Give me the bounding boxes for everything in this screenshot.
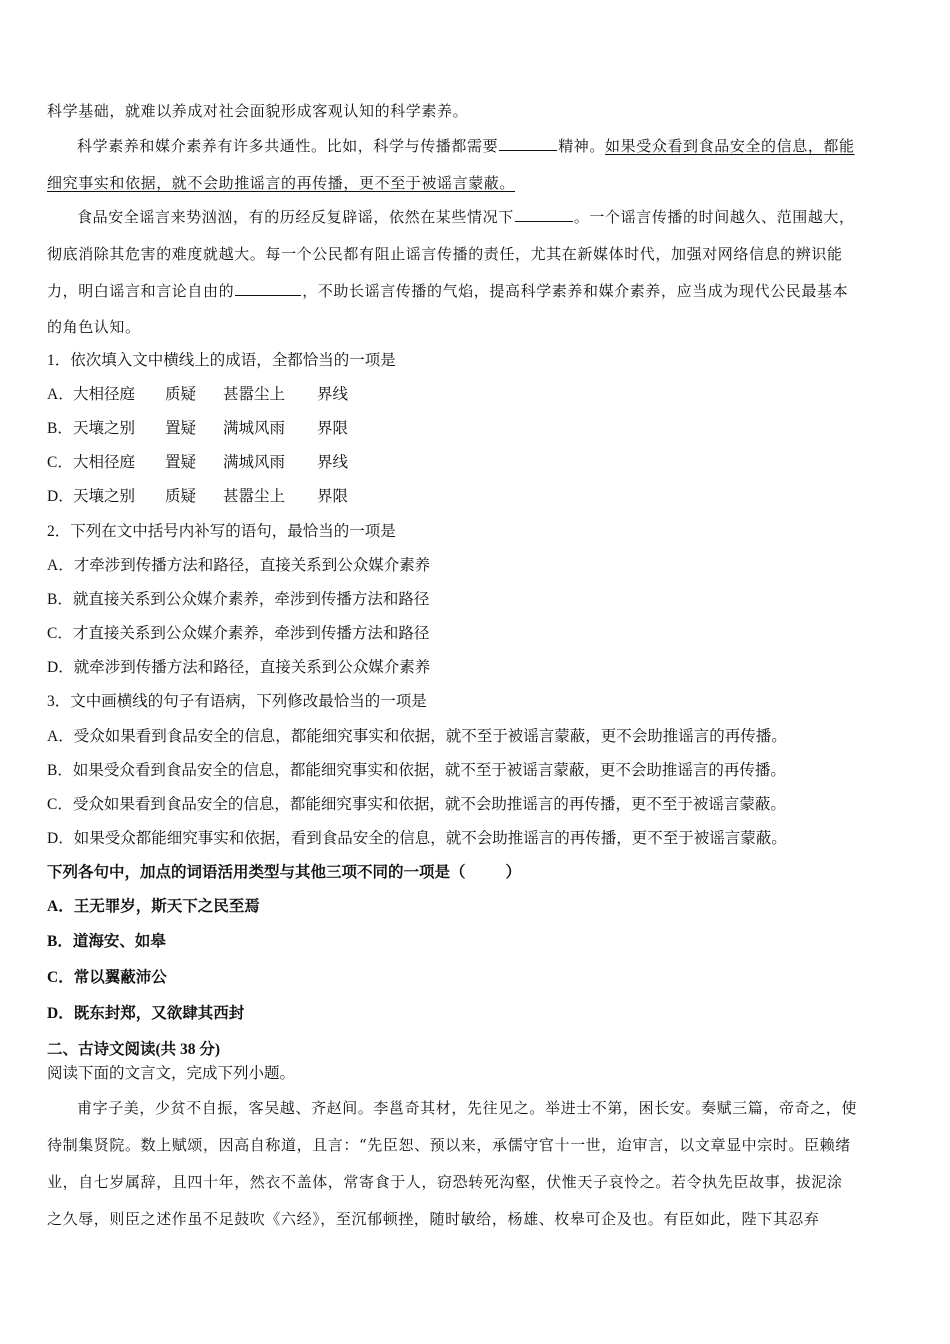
q1-option-c[interactable] — [47, 453, 348, 473]
passage-line — [47, 317, 141, 337]
underlined-sentence: 如果受众看到食品安全的信息，都能 — [605, 137, 855, 155]
option-word: 界线 — [317, 454, 349, 471]
q3-option-b[interactable]: B．如果受众看到食品安全的信息，都能细究事实和依据，就不至于被谣言蒙蔽，更不会助推谣言的再传播。 — [47, 762, 786, 779]
q2-option-b[interactable]: B．就直接关系到公众媒介素养，牵涉到传播方法和路径 — [47, 591, 430, 608]
option-label: B． — [47, 420, 73, 437]
q1-option-a[interactable] — [47, 385, 348, 405]
option-word: 满城风雨 — [223, 454, 286, 471]
q2-option-d[interactable]: D．就牵涉到传播方法和路径，直接关系到公众媒介素养 — [47, 659, 431, 676]
section-instruction: 阅读下面的文言文，完成下列小题。 — [47, 1065, 296, 1082]
option-word: 界限 — [317, 488, 349, 505]
fill-blank-2 — [515, 207, 573, 222]
q4-option-b[interactable]: B．道海安、如皋 — [47, 933, 166, 950]
passage-line — [47, 101, 468, 121]
option-word: 置疑 — [165, 420, 197, 437]
passage-line — [77, 207, 855, 227]
q4-option-a[interactable]: A．王无罪岁，斯天下之民至焉 — [47, 898, 260, 915]
q2-option-a[interactable]: A．才牵涉到传播方法和路径，直接关系到公众媒介素养 — [47, 557, 431, 574]
option-word: 大相径庭 — [73, 454, 136, 471]
question-3-stem: 3．文中画横线的句子有语病，下列修改最恰当的一项是 — [47, 693, 427, 710]
passage-line — [47, 244, 843, 264]
option-word: 界线 — [317, 386, 349, 403]
classical-text-line: 甫字子美，少贫不自振，客吴越、齐赵间。李邕奇其材，先往见之。举进士不第，困长安。奏赋三篇，帝奇之，使 — [77, 1099, 858, 1117]
passage-text: 精神。 — [558, 137, 606, 155]
option-word: 质疑 — [165, 488, 197, 505]
passage-text: 。一个谣言传播的时间越久、范围越大， — [573, 208, 855, 226]
option-word: 甚嚣尘上 — [223, 488, 286, 505]
question-2-stem: 2．下列在文中括号内补写的语句，最恰当的一项是 — [47, 523, 396, 540]
passage-text: 科学素养和媒介素养有许多共通性。比如，科学与传播都需要 — [77, 137, 499, 155]
q2-option-c[interactable]: C．才直接关系到公众媒介素养，牵涉到传播方法和路径 — [47, 625, 430, 642]
section-heading: 二、古诗文阅读(共 38 分) — [47, 1041, 221, 1058]
q1-option-b[interactable] — [47, 419, 348, 439]
question-4-stem-text: 下列各句中，加点的词语活用类型与其他三项不同的一项是（ — [47, 864, 466, 881]
classical-text-line: 待制集贤院。数上赋颂，因高自称道，且言：“先臣恕、预以来，承儒守官十一世，迨审言，以文章显中宗时。臣赖绪 — [47, 1136, 851, 1154]
q4-option-c[interactable]: C．常以翼蔽沛公 — [47, 969, 167, 986]
passage-text: 科学基础，就难以养成对社会面貌形成客观认知的科学素养。 — [47, 102, 469, 120]
option-word: 天壤之别 — [73, 488, 136, 505]
q4-option-d[interactable]: D．既东封郑，又欲肆其西封 — [47, 1005, 245, 1022]
passage-line — [47, 281, 848, 301]
option-word: 置疑 — [165, 454, 197, 471]
classical-text-line: 之久辱，则臣之述作虽不足鼓吹《六经》，至沉郁顿挫，随时敏给，杨雄、枚皋可企及也。有臣如此，陛下其忍弃 — [47, 1210, 820, 1228]
passage-text: 食品安全谣言来势汹汹，有的历经反复辟谣，依然在某些情况下 — [77, 208, 514, 226]
q1-option-d[interactable] — [47, 487, 348, 507]
q3-option-d[interactable]: D．如果受众都能细究事实和依据，看到食品安全的信息，就不会助推谣言的再传播，更不至于被谣言蒙蔽。 — [47, 830, 787, 847]
fill-blank-1 — [499, 136, 557, 151]
passage-text: 彻底消除其危害的难度就越大。每一个公民都有阻止谣言传播的责任，尤其在新媒体时代，加强对网络信息的辨识能 — [47, 245, 843, 263]
passage-text: ，不助长谣言传播的气焰，提高科学素养和媒介素养，应当成为现代公民最基本 — [302, 282, 849, 300]
option-label: A． — [47, 386, 74, 403]
option-word: 满城风雨 — [223, 420, 286, 437]
passage-text: 力，明白谣言和言论自由的 — [47, 282, 235, 300]
option-word: 质疑 — [165, 386, 197, 403]
question-4-stem — [47, 863, 521, 883]
fill-blank-3 — [235, 281, 301, 296]
q3-option-c[interactable]: C．受众如果看到食品安全的信息，都能细究事实和依据，就不会助推谣言的再传播，更不至于被谣言蒙蔽。 — [47, 796, 786, 813]
question-1-stem: 1．依次填入文中横线上的成语，全都恰当的一项是 — [47, 352, 396, 369]
classical-text-line: 业，自七岁属辞，且四十年，然衣不盖体，常寄食于人，窃恐转死沟壑，伏惟天子哀怜之。若令执先臣故事，拔泥涂 — [47, 1173, 843, 1191]
passage-line — [47, 173, 515, 193]
question-4-stem-close: ） — [505, 864, 522, 881]
option-word: 大相径庭 — [73, 386, 136, 403]
option-label: D． — [47, 488, 74, 505]
underlined-sentence: 细究事实和依据，就不会助推谣言的再传播，更不至于被谣言蒙蔽。 — [47, 174, 516, 192]
option-word: 界限 — [317, 420, 349, 437]
option-label: C． — [47, 454, 73, 471]
option-word: 甚嚣尘上 — [223, 386, 286, 403]
q3-option-a[interactable]: A．受众如果看到食品安全的信息，都能细究事实和依据，就不至于被谣言蒙蔽，更不会助推谣言的再传播。 — [47, 728, 787, 745]
passage-line — [77, 136, 855, 156]
passage-text: 的角色认知。 — [47, 318, 141, 336]
option-word: 天壤之别 — [73, 420, 136, 437]
